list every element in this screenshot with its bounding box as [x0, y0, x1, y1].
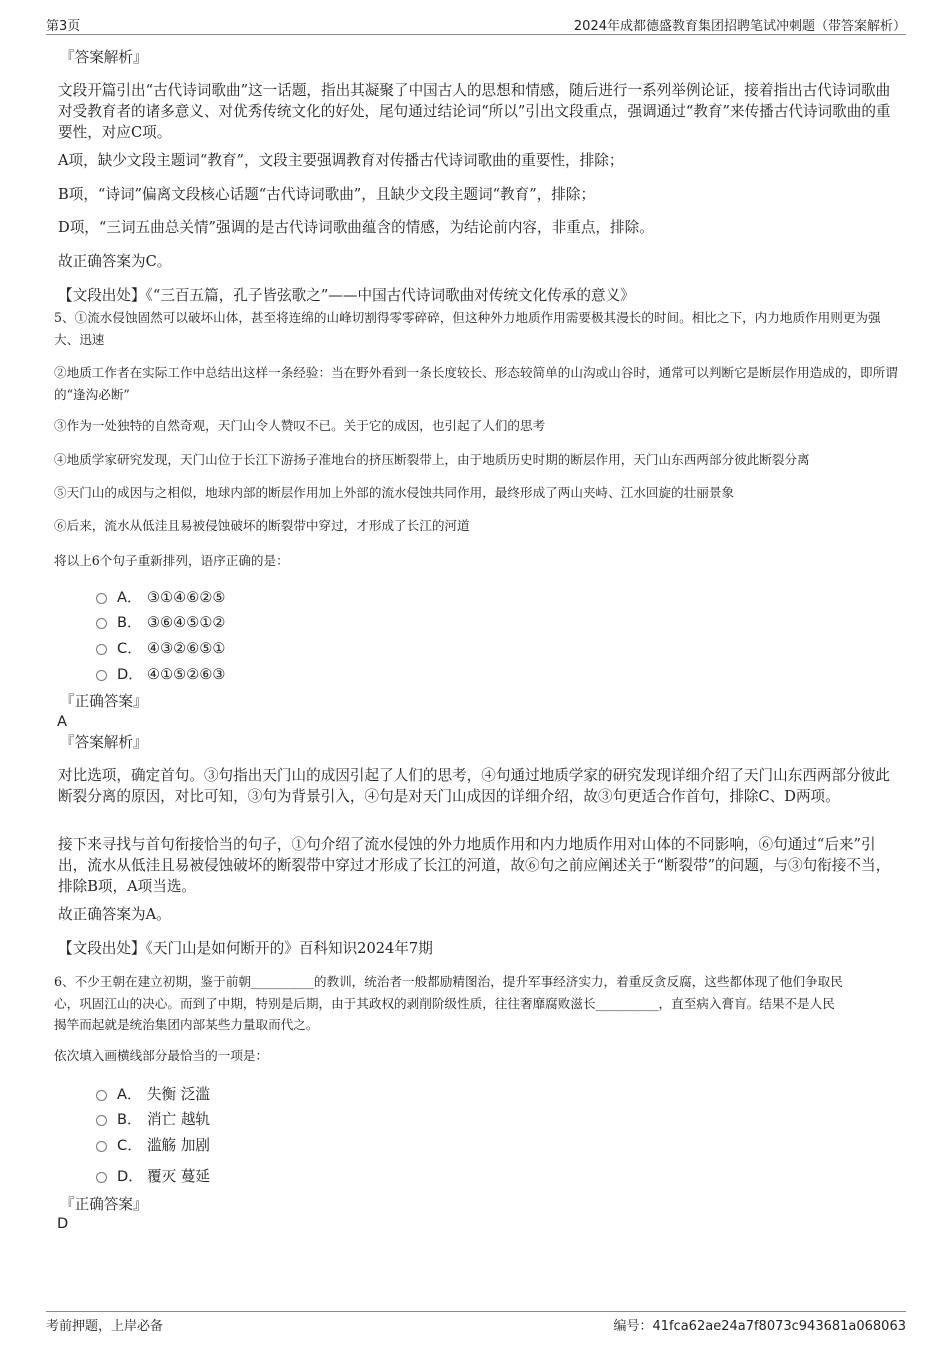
q5-analysis-label: 『答案解析』	[60, 734, 148, 751]
q6-answer: D	[57, 1215, 69, 1232]
page-header	[46, 14, 906, 35]
q5-answer-label: 『正确答案』	[60, 693, 148, 710]
option-letter: D．	[117, 1168, 143, 1185]
option-text: ④①⑤②⑥③	[147, 666, 226, 683]
option-text: ④③②⑥⑤①	[147, 640, 226, 657]
q5-sentence-3: ③作为一处独特的自然奇观，天门山令人赞叹不已。关于它的成因，也引起了人们的思考	[54, 418, 546, 433]
option-letter: A．	[117, 1086, 142, 1103]
q4-analysis-p3: B项，“诗词”偏离文段核心话题“古代诗词歌曲”，且缺少文段主题词“教育”，排除；	[58, 186, 596, 203]
option-letter: A．	[117, 589, 142, 606]
option-text: ③⑥④⑤①②	[147, 614, 226, 631]
q6-stem-line1	[54, 971, 843, 993]
option-text: 失衡 泛滥	[147, 1086, 211, 1103]
q5-sentence-5: ⑤天门山的成因与之相似，地球内部的断层作用加上外部的流水侵蚀共同作用，最终形成了两山夹峙、江水回旋的壮丽景象	[54, 485, 735, 500]
q5-analysis-p1: 对比选项，确定首句。③句指出天门山的成因引起了人们的思考，④句通过地质学家的研究发现详细介绍了天门山东西两部分彼此断裂分离的原因，对比可知，③句为背景引入，④句是对天门山成因的详细介绍，故③句更适合作首句，排除C、D两项。	[58, 767, 890, 805]
q5-answer-conclusion: 故正确答案为A。	[58, 906, 171, 923]
q5-sentence-2: ②地质工作者在实际工作中总结出这样一条经验：当在野外看到一条长度较长、形态较简单的山沟或山谷时，通常可以判断它是断层作用造成的，即所谓的“逢沟必断”	[54, 365, 898, 402]
q6-option-c[interactable]	[96, 1134, 210, 1154]
radio-icon[interactable]	[96, 1090, 107, 1101]
radio-icon[interactable]	[96, 644, 107, 655]
q6-stem-line3: 揭竿而起就是统治集团内部某些力量取而代之。	[54, 1017, 319, 1032]
option-text: ③①④⑥②⑤	[147, 589, 226, 606]
radio-icon[interactable]	[96, 1172, 107, 1183]
page-number: 第3页	[46, 19, 81, 34]
document-title: 2024年成都德盛教育集团招聘笔试冲刺题（带答案解析）	[573, 19, 906, 34]
q6-option-a[interactable]	[96, 1083, 210, 1103]
q4-analysis-p4: D项，“三词五曲总关情”强调的是古代诗词歌曲蕴含的情感，为结论前内容，非重点，排除。	[58, 219, 654, 236]
q6-blank-1: __________	[250, 974, 314, 989]
option-text: 滥觞 加剧	[147, 1137, 211, 1154]
q5-answer: A	[57, 713, 67, 730]
q5-sentence-6: ⑥后来，流水从低洼且易被侵蚀破坏的断裂带中穿过，才形成了长江的河道	[54, 518, 470, 533]
option-letter: C．	[117, 1137, 142, 1154]
q6-stem-a: 6、不少王朝在建立初期，鉴于前朝	[54, 974, 251, 989]
code-label: 编号：	[613, 1319, 653, 1334]
radio-icon[interactable]	[96, 593, 107, 604]
page-footer	[46, 1311, 906, 1334]
q4-analysis-p1: 文段开篇引出“古代诗词歌曲”这一话题，指出其凝聚了中国古人的思想和情感，随后进行一系列举例论证，接着指出古代诗词歌曲对受教育者的诸多意义、对优秀传统文化的好处，尾句通过结论词“所以”引出文段重点，强调通过“教育”来传播古代诗词歌曲的重要性，对应C项。	[58, 82, 891, 141]
q5-option-b[interactable]	[96, 611, 226, 631]
q4-answer-conclusion: 故正确答案为C。	[58, 253, 172, 270]
code-value: 41fca62ae24a7f8073c943681a068063	[652, 1319, 906, 1334]
q6-option-b[interactable]	[96, 1108, 210, 1128]
q4-analysis-label: 『答案解析』	[60, 49, 148, 66]
document-code	[613, 1315, 906, 1334]
q6-stem-line2	[54, 993, 835, 1015]
option-letter: C．	[117, 640, 142, 657]
radio-icon[interactable]	[96, 618, 107, 629]
q6-blank-2: __________	[595, 996, 659, 1011]
radio-icon[interactable]	[96, 1115, 107, 1126]
option-text: 覆灭 蔓延	[147, 1168, 211, 1185]
option-letter: B．	[117, 1111, 142, 1128]
option-letter: D．	[117, 666, 143, 683]
option-letter: B．	[117, 614, 142, 631]
q4-source: 【文段出处】《“三百五篇，孔子皆弦歌之”——中国古代诗词歌曲对传统文化传承的意义》	[58, 287, 635, 304]
q5-sentence-4: ④地质学家研究发现，天门山位于长江下游扬子准地台的挤压断裂带上，由于地质历史时期的断层作用，天门山东西两部分彼此断裂分离	[54, 452, 810, 467]
q4-analysis-p2: A项，缺少文段主题词“教育”，文段主要强调教育对传播古代诗词歌曲的重要性，排除；	[58, 152, 624, 169]
q5-instruction: 将以上6个句子重新排列，语序正确的是：	[54, 553, 289, 568]
radio-icon[interactable]	[96, 670, 107, 681]
q5-option-d[interactable]	[96, 663, 226, 683]
q6-stem-d: ，直至病入膏肓。结果不是人民	[658, 996, 835, 1011]
q5-option-c[interactable]	[96, 637, 226, 657]
q5-analysis-p2: 接下来寻找与首句衔接恰当的句子，①句介绍了流水侵蚀的外力地质作用和内力地质作用对山体的不同影响，⑥句通过“后来”引出，流水从低洼且易被侵蚀破坏的断裂带中穿过才形成了长江的河道，故⑥句之前应阐述关于“断裂带”的问题，与③句衔接不当，排除B项，A项当选。	[58, 836, 891, 895]
q6-stem-c: 心，巩固江山的决心。而到了中期，特别是后期，由于其政权的剥削阶级性质，往往奢靡腐败滋长	[54, 996, 596, 1011]
q6-instruction: 依次填入画横线部分最恰当的一项是：	[54, 1048, 269, 1063]
radio-icon[interactable]	[96, 1141, 107, 1152]
q6-option-d[interactable]	[96, 1165, 210, 1185]
q6-answer-label: 『正确答案』	[60, 1196, 148, 1213]
q5-source: 【文段出处】《天门山是如何断开的》百科知识2024年7期	[58, 940, 433, 957]
option-text: 消亡 越轨	[147, 1111, 211, 1128]
footer-slogan: 考前押题，上岸必备	[46, 1319, 164, 1334]
q6-stem-b: 的教训，统治者一般都励精图治，提升军事经济实力，着重反贪反腐，这些都体现了他们争取民	[313, 974, 843, 989]
q5-stem: 5、①流水侵蚀固然可以破坏山体，甚至将连绵的山峰切割得零零碎碎，但这种外力地质作用需要极其漫长的时间。相比之下，内力地质作用则更为强大、迅速	[54, 310, 881, 347]
q5-option-a[interactable]	[96, 586, 226, 606]
